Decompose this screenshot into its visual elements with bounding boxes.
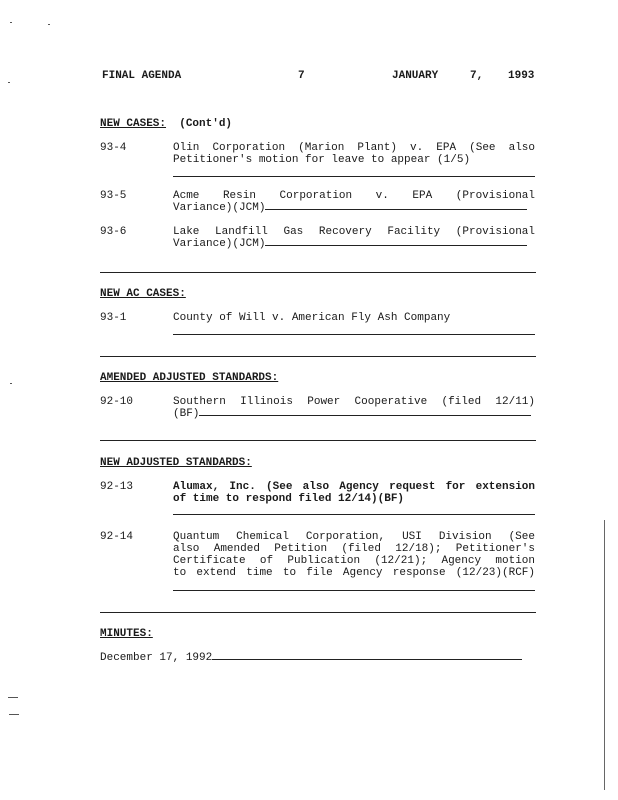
section-heading-new-adjusted-standards: NEW ADJUSTED STANDARDS: xyxy=(100,457,252,469)
fill-line xyxy=(265,208,527,210)
section-divider xyxy=(100,272,536,273)
minutes-entry xyxy=(100,652,536,664)
section-heading-new-ac-cases: NEW AC CASES: xyxy=(100,288,186,300)
case-description xyxy=(173,190,535,214)
description-line: (BF) xyxy=(173,408,200,420)
case-number: 93-1 xyxy=(100,312,127,324)
description-line: Alumax, Inc. (See also Agency request for extension xyxy=(173,481,535,493)
signature-line xyxy=(173,334,535,335)
signature-line xyxy=(173,590,535,591)
section-divider xyxy=(100,440,536,441)
fill-line xyxy=(265,244,527,246)
header-title: FINAL AGENDA xyxy=(102,70,182,82)
section-heading-text: NEW CASES: xyxy=(100,118,167,130)
section-heading-amended-adjusted-standards: AMENDED ADJUSTED STANDARDS: xyxy=(100,372,279,384)
case-number: 93-4 xyxy=(100,142,127,154)
scan-speck xyxy=(8,697,18,698)
description-line: also Amended Petition (filed 12/18); Petitioner's xyxy=(173,543,535,555)
description-line: Lake Landfill Gas Recovery Facility (Provisional xyxy=(173,226,535,238)
case-number: 93-5 xyxy=(100,190,127,202)
description-line: of time to respond filed 12/14)(BF) xyxy=(173,493,405,505)
contd-label: (Cont'd) xyxy=(179,118,233,130)
case-number: 92-14 xyxy=(100,531,134,543)
description-line: Variance)(JCM) xyxy=(173,238,266,250)
section-divider xyxy=(100,356,536,357)
description-line: County of Will v. American Fly Ash Company xyxy=(173,312,451,324)
description-line: Certificate of Publication (12/21); Agency motion xyxy=(173,555,535,567)
page-header xyxy=(102,70,538,82)
signature-line xyxy=(173,514,535,515)
case-description xyxy=(173,481,535,505)
case-number: 92-10 xyxy=(100,396,134,408)
description-line: to extend time to file Agency response (12/23)(RCF) xyxy=(173,567,535,579)
section-heading-minutes: MINUTES: xyxy=(100,628,153,640)
case-description xyxy=(173,226,535,250)
scan-speck xyxy=(10,22,12,23)
fill-line xyxy=(212,658,522,660)
signature-line xyxy=(173,176,535,177)
section-divider xyxy=(100,612,536,613)
case-description xyxy=(173,312,535,324)
description-line: Southern Illinois Power Cooperative (filed 12/11) xyxy=(173,396,535,408)
case-description xyxy=(173,531,535,579)
minutes-date: December 17, 1992 xyxy=(100,652,213,664)
scan-speck xyxy=(9,714,19,715)
description-line: Quantum Chemical Corporation, USI Division (See xyxy=(173,531,535,543)
header-day: 7, xyxy=(470,70,484,82)
case-number: 93-6 xyxy=(100,226,127,238)
case-description xyxy=(173,396,535,420)
description-line: Acme Resin Corporation v. EPA (Provisional xyxy=(173,190,535,202)
scan-speck xyxy=(8,82,10,83)
case-number: 92-13 xyxy=(100,481,134,493)
description-line: Olin Corporation (Marion Plant) v. EPA (See also xyxy=(173,142,535,154)
header-year: 1993 xyxy=(508,70,535,82)
section-heading-new-cases xyxy=(100,118,232,130)
description-line: Petitioner's motion for leave to appear (1/5) xyxy=(173,154,471,166)
header-month: JANUARY xyxy=(392,70,439,82)
header-page-number: 7 xyxy=(298,70,305,82)
scan-edge-line xyxy=(604,520,605,790)
scan-speck xyxy=(10,383,12,384)
description-line: Variance)(JCM) xyxy=(173,202,266,214)
case-description xyxy=(173,142,535,166)
scan-speck xyxy=(48,24,50,25)
fill-line xyxy=(199,414,531,416)
